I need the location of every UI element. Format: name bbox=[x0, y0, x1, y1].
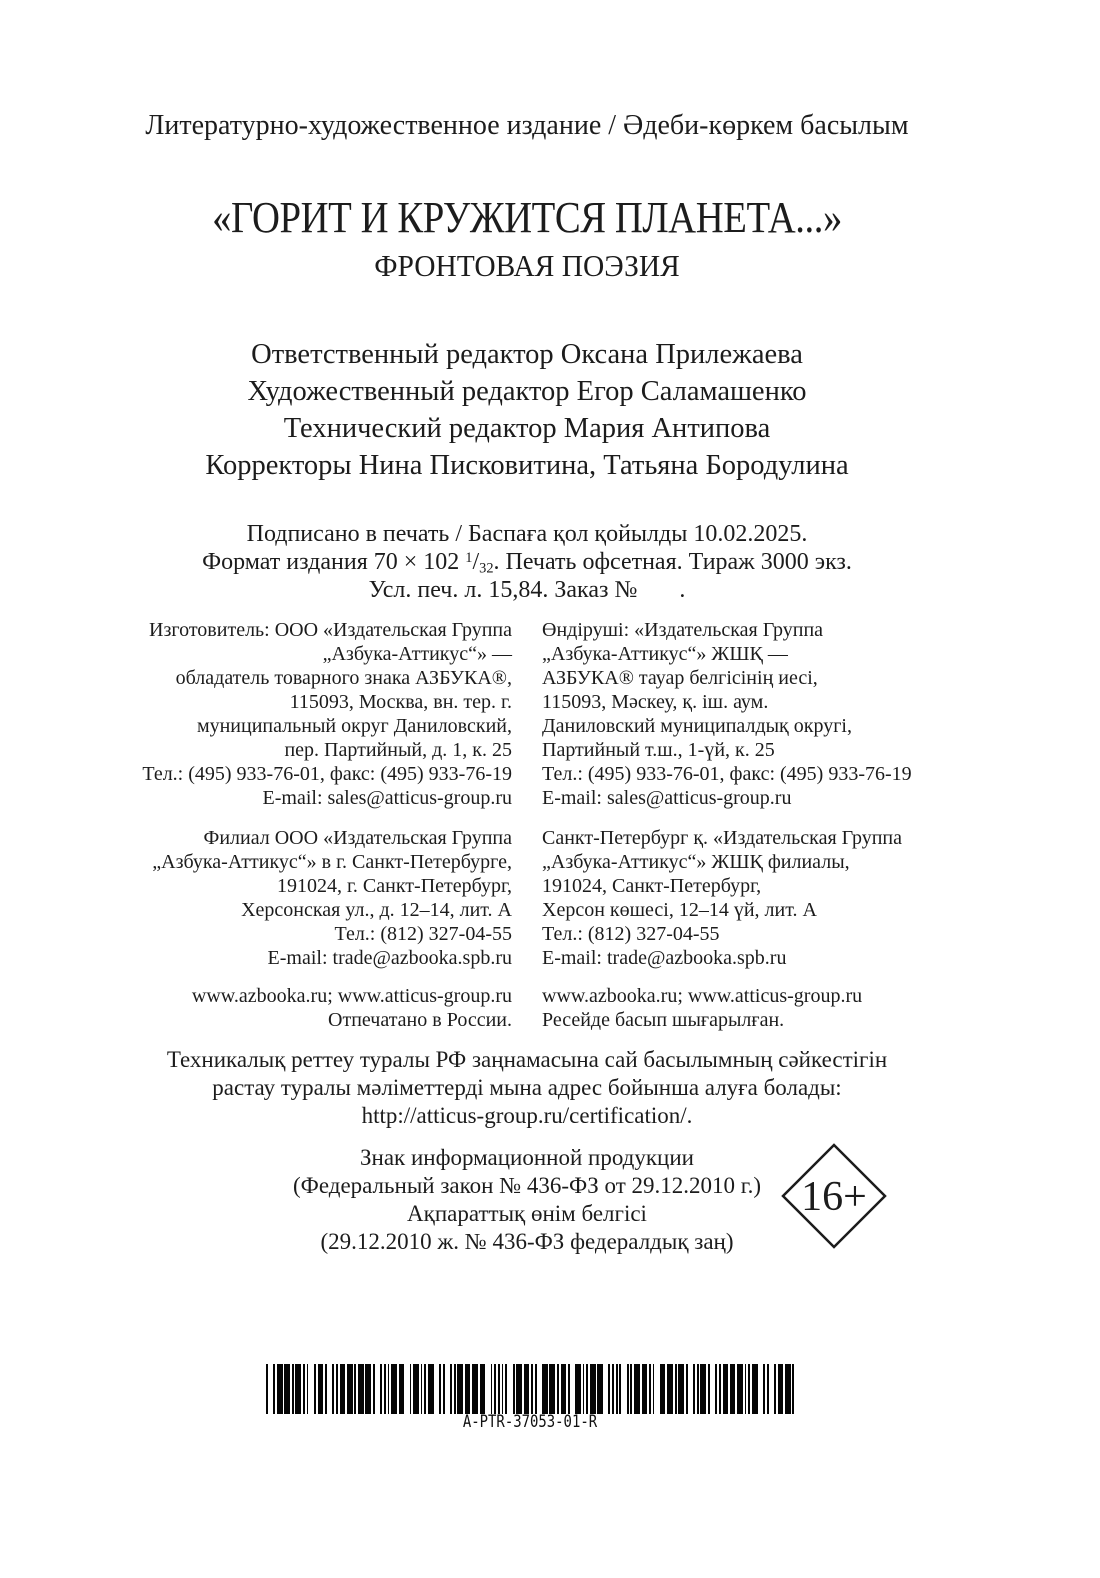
print-info-line: Усл. печ. л. 15,84. Заказ № . bbox=[368, 577, 686, 603]
book-subtitle: ФРОНТОВАЯ ПОЭЗИЯ bbox=[374, 248, 680, 283]
branch-block-ru bbox=[57, 826, 512, 970]
print-info-line bbox=[57, 548, 997, 576]
format-text: . Печать офсетная. Тираж 3000 экз. bbox=[493, 549, 852, 575]
imprint-line: 191024, г. Санкт-Петербург, bbox=[276, 875, 512, 897]
imprint-line: Тел.: (812) 327-04-55 bbox=[542, 923, 720, 945]
web-block-kz bbox=[542, 984, 997, 1032]
producer-block-kz bbox=[542, 618, 997, 810]
format-text: Формат издания 70 × 102 bbox=[202, 549, 466, 575]
imprint-line: Тел.: (495) 933-76-01, факс: (495) 933-76-19 bbox=[542, 763, 912, 785]
imprint-line: Херсон көшесі, 12–14 үй, лит. А bbox=[542, 899, 817, 921]
book-title: «ГОРИТ И КРУЖИТСЯ ПЛАНЕТА...» bbox=[212, 193, 842, 242]
imprint-line: E-mail: trade@azbooka.spb.ru bbox=[267, 947, 512, 969]
age-rating-badge bbox=[781, 1143, 887, 1249]
imprint-line: „Азбука-Аттикус“» — bbox=[322, 643, 512, 665]
imprint-line: Ресейде басып шығарылған. bbox=[542, 1009, 785, 1031]
editor-credit-line: Художественный редактор Егор Саламашенко bbox=[247, 376, 807, 407]
imprint-left-column bbox=[57, 618, 512, 1032]
fraction-numerator: 1 bbox=[465, 549, 473, 566]
imprint-line: E-mail: sales@atticus-group.ru bbox=[542, 787, 792, 809]
barcode-bar bbox=[792, 1364, 794, 1414]
imprint-line: 191024, Санкт-Петербург, bbox=[542, 875, 762, 897]
fraction-slash: / bbox=[472, 549, 480, 575]
web-block-ru bbox=[57, 984, 512, 1032]
imprint-line: Херсонская ул., д. 12–14, лит. А bbox=[241, 899, 512, 921]
imprint-line: „Азбука-Аттикус“» в г. Санкт-Петербурге, bbox=[152, 851, 512, 873]
print-info-line: Подписано в печать / Баспаға қол қойылды 10.02.2025. bbox=[246, 521, 808, 547]
info-mark-line: Ақпараттық өнім белгісі bbox=[407, 1201, 647, 1226]
branch-block-kz bbox=[542, 826, 997, 970]
imprint-columns bbox=[57, 618, 997, 1032]
imprint-line: Тел.: (812) 327-04-55 bbox=[334, 923, 512, 945]
producer-block-ru bbox=[57, 618, 512, 810]
imprint-line: Изготовитель: ООО «Издательская Группа bbox=[149, 619, 512, 641]
imprint-line: „Азбука-Аттикус“» ЖШҚ филиалы, bbox=[542, 851, 850, 873]
certification-line: растау туралы мәліметтерді мына адрес бойынша алуға болады: bbox=[212, 1075, 842, 1100]
info-mark-line: (Федеральный закон № 436-ФЗ от 29.12.2010 г.) bbox=[293, 1173, 761, 1198]
certification-line: http://atticus-group.ru/certification/. bbox=[361, 1103, 693, 1128]
imprint-line: www.azbooka.ru; www.atticus-group.ru bbox=[191, 985, 512, 1007]
certification-line: Техникалық реттеу туралы РФ заңнамасына сай басылымның сәйкестігін bbox=[166, 1047, 888, 1072]
imprint-line: Партийный т.ш., 1-үй, к. 25 bbox=[542, 739, 775, 761]
barcode bbox=[266, 1364, 794, 1414]
imprint-line: Даниловский муниципалдық округі, bbox=[542, 715, 852, 737]
imprint-line: Отпечатано в России. bbox=[328, 1009, 512, 1031]
imprint-line: Филиал ООО «Издательская Группа bbox=[203, 827, 512, 849]
imprint-line: E-mail: trade@azbooka.spb.ru bbox=[542, 947, 787, 969]
imprint-line: обладатель товарного знака АЗБУКА®, bbox=[175, 667, 512, 689]
imprint-line: www.azbooka.ru; www.atticus-group.ru bbox=[542, 985, 863, 1007]
imprint-line: 115093, Москва, вн. тер. г. bbox=[289, 691, 512, 713]
imprint-line: Өндіруші: «Издательская Группа bbox=[542, 619, 824, 641]
imprint-line: АЗБУКА® тауар белгісінің иесі, bbox=[542, 667, 818, 689]
imprint-line: 115093, Мәскеу, қ. іш. аум. bbox=[542, 691, 769, 713]
imprint-line: Тел.: (495) 933-76-01, факс: (495) 933-76-19 bbox=[142, 763, 512, 785]
info-mark-line: Знак информационной продукции bbox=[360, 1145, 694, 1170]
info-mark-line: (29.12.2010 ж. № 436-ФЗ федералдық заң) bbox=[320, 1229, 734, 1254]
age-rating-text: 16+ bbox=[801, 1174, 867, 1220]
editor-credit-line: Корректоры Нина Писковитина, Татьяна Бородулина bbox=[205, 450, 849, 481]
editors-block bbox=[57, 336, 997, 484]
imprint-line: Санкт-Петербург қ. «Издательская Группа bbox=[542, 827, 902, 849]
imprint-line: „Азбука-Аттикус“» ЖШҚ — bbox=[542, 643, 788, 665]
editor-credit-line: Ответственный редактор Оксана Прилежаева bbox=[251, 339, 803, 370]
edition-type-line: Литературно-художественное издание / Әдеби-көркем басылым bbox=[145, 110, 909, 141]
imprint-line: пер. Партийный, д. 1, к. 25 bbox=[284, 739, 512, 761]
print-info-block bbox=[57, 520, 997, 604]
imprint-line: E-mail: sales@atticus-group.ru bbox=[262, 787, 512, 809]
imprint-right-column bbox=[542, 618, 997, 1032]
certification-block bbox=[57, 1046, 997, 1130]
diamond-icon bbox=[781, 1143, 887, 1249]
barcode-label: A-PTR-37053-01-R bbox=[462, 1412, 598, 1432]
editor-credit-line: Технический редактор Мария Антипова bbox=[283, 413, 771, 444]
fraction-denominator: 32 bbox=[479, 560, 494, 577]
imprint-line: муниципальный округ Даниловский, bbox=[196, 715, 512, 737]
